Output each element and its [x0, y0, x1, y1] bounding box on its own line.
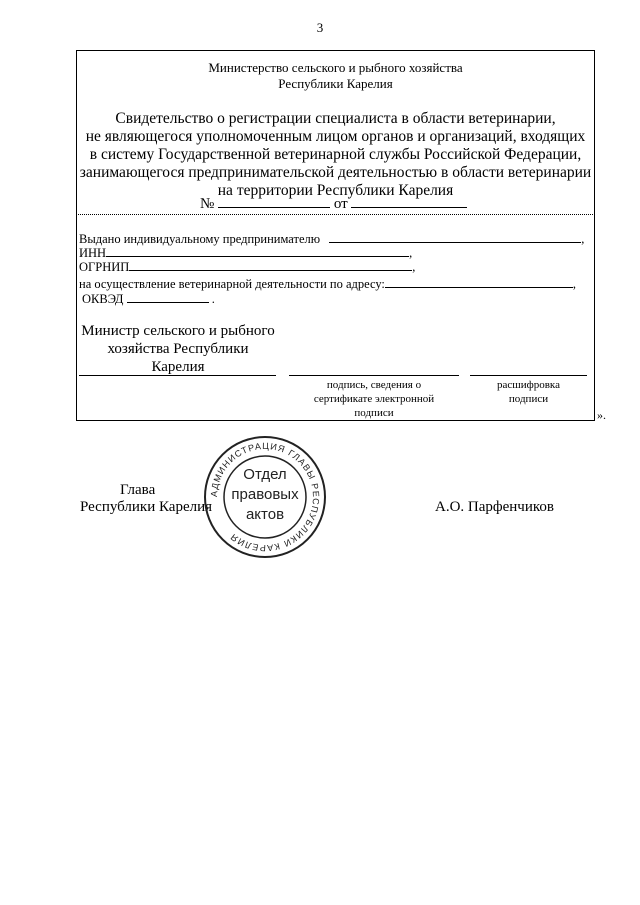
certificate-title [76, 110, 595, 200]
signature-line [289, 375, 459, 376]
address-blank [385, 275, 573, 288]
decoding-caption-line1: расшифровка [496, 379, 560, 391]
inn-blank [106, 244, 409, 257]
stamp-center-line2: правовых [231, 486, 299, 503]
minister-title-line3: Карелия [151, 359, 205, 375]
stamp-center-line3: актов [245, 506, 285, 523]
address-field: на осуществление ветеринарной деятельности по адресу: , [79, 277, 577, 291]
ogrnip-blank [129, 258, 412, 271]
decoding-caption [470, 378, 587, 406]
certificate-title-line5: на территории Республики Карелия [217, 182, 454, 199]
stamp-ring-text: АДМИНИСТРАЦИЯ ГЛАВЫ РЕСПУБЛИКИ КАРЕЛИЯ [208, 440, 322, 554]
inn-label: ИНН [79, 246, 107, 260]
okved-label: ОКВЭД [82, 292, 124, 306]
head-title-line2: Республики Карелия [80, 499, 213, 515]
signature-caption-line3: подписи [354, 407, 394, 419]
number-label: № [200, 196, 215, 212]
signature-decoding-line [470, 375, 587, 376]
issued-to-blank [329, 230, 581, 243]
certificate-title-line2: не являющегося уполномоченным лицом органов и организаций, входящих [85, 128, 586, 145]
minister-title-underline [79, 375, 276, 376]
issued-to-label: Выдано индивидуальному предпринимателю [79, 232, 321, 246]
okved-blank [127, 290, 209, 303]
inn-field: ИНН , [79, 246, 413, 260]
ogrnip-field: ОГРНИП , [79, 260, 416, 274]
certificate-title-line1: Свидетельство о регистрации специалиста в области ветеринарии, [115, 110, 556, 127]
ministry-name-line2: Республики Карелия [278, 76, 393, 91]
form-divider [76, 214, 595, 215]
signature-caption [289, 378, 459, 420]
certificate-number-blank [218, 195, 330, 208]
signature-caption-line2: сертификате электронной [313, 393, 435, 405]
ministry-name-line1: Министерство сельского и рыбного хозяйства [208, 60, 463, 75]
date-from-label: от [333, 196, 348, 212]
decoding-caption-line2: подписи [508, 393, 549, 405]
okved-field: ОКВЭД . [82, 292, 215, 306]
head-name: А.О. Парфенчиков [435, 499, 554, 515]
certificate-title-line3: в систему Государственной ветеринарной службы Российской Федерации, [89, 146, 582, 163]
legal-department-stamp [203, 435, 327, 559]
stamp-center-line1: Отдел [243, 466, 287, 483]
certificate-date-blank [351, 195, 467, 208]
head-title-line1: Глава [120, 482, 156, 498]
signature-caption-line1: подпись, сведения о [326, 379, 422, 391]
page-number: 3 [316, 20, 324, 35]
address-label: на осуществление ветеринарной деятельности по адресу: [79, 277, 385, 291]
closing-quote: ». [597, 408, 606, 422]
minister-title-line1: Министр сельского и рыбного [81, 323, 275, 339]
minister-title-line2: хозяйства Республики [107, 341, 249, 357]
issued-to-field: Выдано индивидуальному предпринимателю , [79, 232, 585, 246]
certificate-number-line [200, 195, 467, 213]
minister-title [78, 322, 278, 376]
ogrnip-label: ОГРНИП [79, 260, 130, 274]
certificate-title-line4: занимающегося предпринимательской деятельностью в области ветеринарии [79, 164, 592, 181]
